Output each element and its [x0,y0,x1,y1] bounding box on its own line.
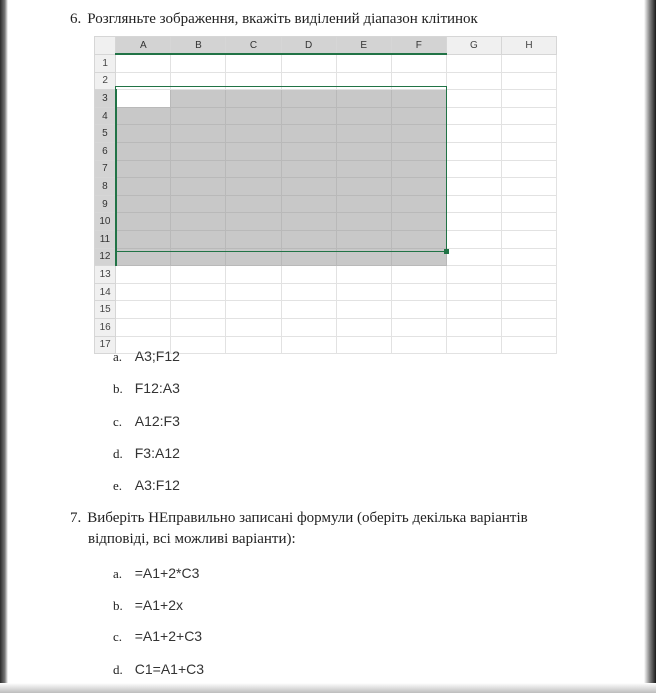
sheet-cell [501,248,556,266]
column-header-row [95,37,557,55]
sheet-cell [226,283,281,301]
row-header: 6 [95,143,116,161]
sheet-cell [281,195,336,213]
option-value: F3:A12 [134,445,180,461]
sheet-cell [281,231,336,249]
column-header: F [391,37,446,55]
sheet-cell [281,72,336,90]
sheet-cell [336,160,391,178]
question-7-number: 7. [70,510,82,526]
sheet-cell [336,178,391,196]
sheet-cell [391,319,446,337]
sheet-cell [391,231,446,249]
sheet-cell [391,178,446,196]
sheet-cell [501,336,556,354]
q6-option-d[interactable] [113,443,180,464]
sheet-cell [336,283,391,301]
sheet-cell [336,231,391,249]
sheet-cell [281,213,336,231]
row-header: 17 [95,336,116,354]
sheet-cell [391,107,446,125]
q6-option-e[interactable] [113,475,180,496]
sheet-cell [446,90,501,108]
option-value: =A1+2*C3 [134,565,200,581]
sheet-cell [391,283,446,301]
sheet-cell [446,283,501,301]
q6-option-a[interactable] [113,346,180,367]
column-header: E [336,37,391,55]
sheet-cell [116,143,171,161]
sheet-cell [391,160,446,178]
sheet-cell [446,336,501,354]
sheet-cell [171,72,226,90]
sheet-cell [391,336,446,354]
option-letter: a. [113,349,123,364]
sheet-cell [446,301,501,319]
sheet-cell [226,125,281,143]
sheet-cell [281,301,336,319]
sheet-cell [446,178,501,196]
row-header: 9 [95,195,116,213]
sheet-cell [226,107,281,125]
sheet-cell [501,213,556,231]
sheet-row [95,301,557,319]
sheet-cell [281,178,336,196]
sheet-cell [281,125,336,143]
sheet-cell [446,248,501,266]
spreadsheet-image [94,36,557,351]
sheet-cell [501,319,556,337]
sheet-cell [171,231,226,249]
sheet-cell [391,266,446,284]
page-right-shadow [644,0,656,693]
sheet-cell [391,125,446,143]
sheet-cell [171,266,226,284]
sheet-cell [391,90,446,108]
sheet-row [95,54,557,72]
row-header: 7 [95,160,116,178]
row-header: 10 [95,213,116,231]
sheet-cell [116,283,171,301]
sheet-cell [226,54,281,72]
sheet-cell [226,90,281,108]
sheet-cell [116,90,171,108]
sheet-cell [446,125,501,143]
sheet-cell [116,72,171,90]
sheet-cell [446,72,501,90]
sheet-cell [171,283,226,301]
sheet-cell [116,160,171,178]
sheet-cell [171,301,226,319]
sheet-row [95,319,557,337]
sheet-row [95,143,557,161]
option-letter: c. [113,629,123,644]
column-header: B [171,37,226,55]
sheet-cell [501,72,556,90]
sheet-cell [116,301,171,319]
sheet-cell [116,54,171,72]
sheet-cell [336,195,391,213]
sheet-row [95,213,557,231]
sheet-cell [391,72,446,90]
sheet-cell [281,54,336,72]
option-value: A3:F12 [134,477,180,493]
sheet-cell [226,72,281,90]
select-all-corner [95,37,116,55]
question-7-continued [88,528,296,550]
sheet-cell [501,301,556,319]
sheet-cell [226,336,281,354]
row-header: 14 [95,283,116,301]
sheet-cell [446,143,501,161]
sheet-cell [336,125,391,143]
sheet-row [95,178,557,196]
sheet-cell [501,231,556,249]
column-header: D [281,37,336,55]
sheet-cell [116,266,171,284]
sheet-cell [226,160,281,178]
fill-handle [444,249,449,254]
sheet-cell [336,336,391,354]
question-6 [70,8,478,30]
sheet-cell [391,248,446,266]
sheet-cell [336,143,391,161]
sheet-cell [171,160,226,178]
sheet-cell [171,248,226,266]
option-value: =A1+2+C3 [134,628,203,644]
sheet-cell [281,283,336,301]
row-header: 5 [95,125,116,143]
sheet-cell [336,54,391,72]
option-letter: c. [113,414,123,429]
sheet-cell [446,160,501,178]
sheet-cell [226,266,281,284]
sheet-cell [281,336,336,354]
sheet-cell [446,319,501,337]
sheet-cell [446,231,501,249]
sheet-cell [171,107,226,125]
sheet-cell [391,213,446,231]
sheet-row [95,248,557,266]
option-letter: b. [113,598,123,613]
row-header: 12 [95,248,116,266]
row-header: 1 [95,54,116,72]
sheet-cell [336,266,391,284]
sheet-cell [446,213,501,231]
sheet-row [95,283,557,301]
sheet-cell [171,213,226,231]
row-header: 4 [95,107,116,125]
sheet-cell [226,319,281,337]
sheet-row [95,107,557,125]
row-header: 15 [95,301,116,319]
sheet-cell [446,266,501,284]
sheet-cell [281,143,336,161]
sheet-cell [171,319,226,337]
sheet-cell [281,107,336,125]
column-header: C [226,37,281,55]
sheet-cell [116,178,171,196]
sheet-cell [501,178,556,196]
sheet-cell [116,107,171,125]
q7-option-b[interactable] [113,595,183,616]
sheet-row [95,195,557,213]
sheet-cell [226,213,281,231]
sheet-cell [116,248,171,266]
sheet-cell [171,54,226,72]
question-7-text-line1: Виберіть НЕправильно записані формули (оберіть декілька варіантів [87,510,528,526]
sheet-cell [281,266,336,284]
column-header: G [446,37,501,55]
spreadsheet-grid [94,36,557,354]
sheet-cell [281,160,336,178]
sheet-cell [116,213,171,231]
sheet-cell [446,107,501,125]
sheet-cell [171,143,226,161]
sheet-cell [281,248,336,266]
option-value: =A1+2x [134,597,184,613]
sheet-row [95,125,557,143]
option-letter: e. [113,478,123,493]
sheet-cell [446,195,501,213]
sheet-cell [391,54,446,72]
sheet-cell [501,125,556,143]
sheet-cell [501,195,556,213]
column-header: A [116,37,171,55]
sheet-cell [226,178,281,196]
sheet-cell [171,178,226,196]
option-letter: d. [113,446,123,461]
row-header: 3 [95,90,116,108]
sheet-cell [116,125,171,143]
sheet-cell [336,301,391,319]
sheet-row [95,160,557,178]
sheet-cell [391,195,446,213]
question-6-number: 6. [70,11,82,27]
sheet-cell [336,107,391,125]
page-left-shadow [0,0,8,693]
sheet-cell [226,248,281,266]
question-6-text: Розгляньте зображення, вкажіть виділений діапазон клітинок [87,11,478,27]
sheet-cell [501,90,556,108]
q7-option-c[interactable] [113,626,202,647]
sheet-cell [116,231,171,249]
sheet-cell [336,90,391,108]
sheet-cell [171,90,226,108]
sheet-cell [336,72,391,90]
column-header: H [501,37,556,55]
q6-option-c[interactable] [113,411,180,432]
q7-option-d[interactable] [113,659,204,680]
option-value: A12:F3 [134,413,180,429]
sheet-cell [501,107,556,125]
row-header: 13 [95,266,116,284]
sheet-cell [171,195,226,213]
sheet-cell [336,213,391,231]
sheet-row [95,266,557,284]
sheet-cell [446,54,501,72]
sheet-row [95,72,557,90]
sheet-cell [281,90,336,108]
sheet-cell [501,266,556,284]
sheet-cell [171,125,226,143]
row-header: 11 [95,231,116,249]
row-header: 8 [95,178,116,196]
sheet-cell [226,143,281,161]
row-header: 2 [95,72,116,90]
sheet-cell [336,248,391,266]
q6-option-b[interactable] [113,378,180,399]
sheet-cell [501,54,556,72]
question-7 [70,507,528,529]
sheet-cell [226,195,281,213]
option-letter: d. [113,662,123,677]
sheet-cell [391,143,446,161]
sheet-cell [226,301,281,319]
sheet-cell [501,160,556,178]
sheet-cell [226,231,281,249]
q7-option-a[interactable] [113,563,199,584]
sheet-cell [116,319,171,337]
option-value: A3;F12 [134,348,180,364]
option-value: F12:A3 [134,380,180,396]
option-letter: b. [113,381,123,396]
row-header: 16 [95,319,116,337]
sheet-cell [116,195,171,213]
sheet-cell [391,301,446,319]
page-bottom-shadow [0,683,656,693]
sheet-cell [501,143,556,161]
option-value: C1=A1+C3 [134,661,205,677]
sheet-row [95,231,557,249]
sheet-row [95,90,557,108]
sheet-cell [281,319,336,337]
question-7-text-line2: відповіді, всі можливі варіанти): [88,531,296,547]
sheet-cell [501,283,556,301]
sheet-cell [336,319,391,337]
option-letter: a. [113,566,123,581]
